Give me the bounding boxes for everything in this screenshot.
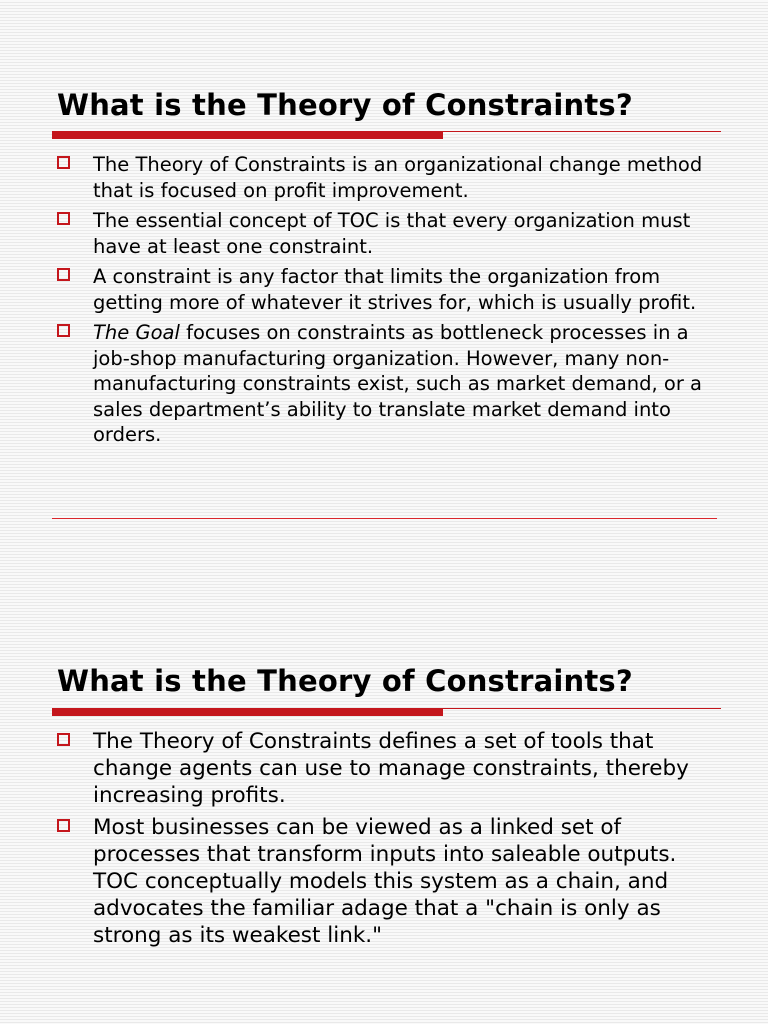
hollow-square-bullet-icon xyxy=(57,733,70,746)
bullet-item xyxy=(57,152,717,203)
title-underline-thin xyxy=(443,708,721,709)
slide-title: What is the Theory of Constraints? xyxy=(57,664,633,698)
hollow-square-bullet-icon xyxy=(57,212,70,225)
bullet-list xyxy=(57,152,717,453)
bullet-item xyxy=(57,814,727,949)
hollow-square-bullet-icon xyxy=(57,324,70,337)
bullet-text: focuses on constraints as bottleneck processes in a job-shop manufacturing organization. However, many non-manufacturing constraints exist, such as market demand, or a sales department’s ability to translate market demand into orders. xyxy=(93,321,703,446)
hollow-square-bullet-icon xyxy=(57,268,70,281)
bullet-text: A constraint is any factor that limits the organization from getting more of whatever it strives for, which is usually profit. xyxy=(93,265,697,314)
title-underline-thick xyxy=(52,708,443,716)
bullet-text: Most businesses can be viewed as a linked set of processes that transform inputs into saleable outputs. TOC conceptually models this system as a chain, and advocates the familiar adage that a "chain is only as strong as its weakest link." xyxy=(93,815,677,948)
bullet-item xyxy=(57,728,727,809)
title-underline-thick xyxy=(52,131,443,139)
bullet-text: The essential concept of TOC is that every organization must have at least one constraint. xyxy=(93,209,691,258)
hollow-square-bullet-icon xyxy=(57,819,70,832)
bullet-text: The Theory of Constraints is an organizational change method that is focused on profit improvement. xyxy=(93,153,703,202)
book-title: The Goal xyxy=(93,321,180,344)
bullet-list xyxy=(57,728,727,954)
bullet-item xyxy=(57,208,717,259)
slide-title: What is the Theory of Constraints? xyxy=(57,88,633,122)
hollow-square-bullet-icon xyxy=(57,156,70,169)
slide-2 xyxy=(0,540,768,1024)
bullet-item xyxy=(57,264,717,315)
bullet-item xyxy=(57,320,717,448)
bullet-text: The Theory of Constraints defines a set of tools that change agents can use to manage constraints, thereby increasing profits. xyxy=(93,729,689,808)
slide-bottom-rule xyxy=(52,518,717,519)
title-underline-thin xyxy=(443,131,721,132)
